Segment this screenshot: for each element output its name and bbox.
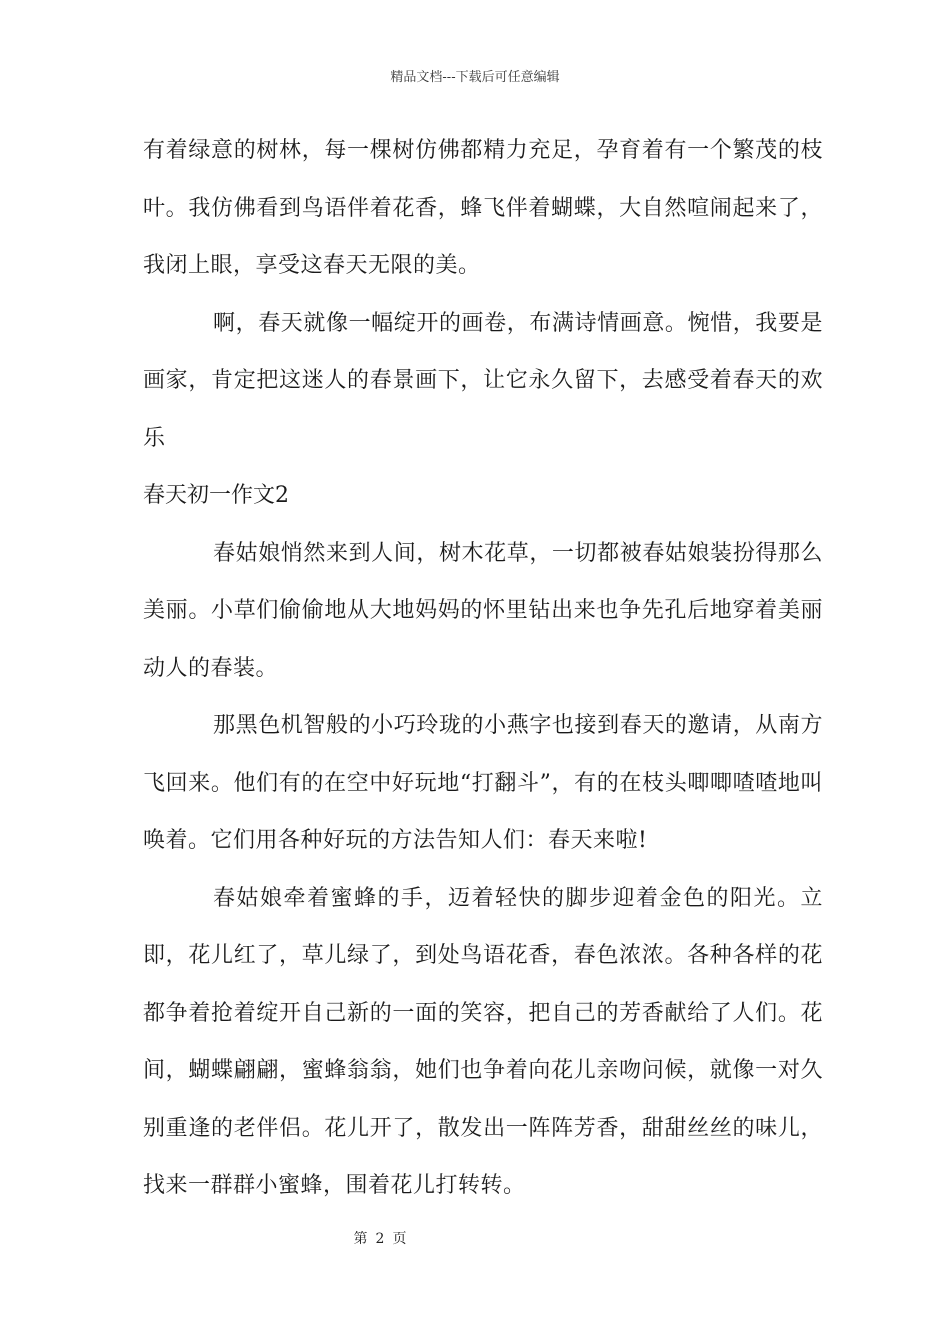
page-header: 精品文档---下载后可任意编辑	[390, 70, 560, 85]
section-heading: 春天初一作文2	[143, 483, 289, 508]
page-number-suffix: 页	[392, 1231, 407, 1247]
page-number: 2	[375, 1231, 385, 1247]
document-body	[143, 122, 823, 1215]
paragraph: 那黑色机智般的小巧玲珑的小燕字也接到春天的邀请，从南方飞回来。他们有的在空中好玩地“打翻斗”，有的在枝头唧唧喳喳地叫唤着。它们用各种好玩的方法告知人们：春天来啦!	[143, 713, 823, 853]
paragraph: 啊，春天就像一幅绽开的画卷，布满诗情画意。惋惜，我要是画家，肯定把这迷人的春景画下，让它永久留下，去感受着春天的欢乐	[143, 310, 823, 451]
page-number-prefix: 第	[353, 1231, 368, 1247]
paragraph: 春姑娘牵着蜜蜂的手，迈着轻快的脚步迎着金色的阳光。立即，花儿红了，草儿绿了，到处鸟语花香，春色浓浓。各种各样的花都争着抢着绽开自己新的一面的笑容，把自己的芳香献给了人们。花间，蝴蝶翩翩，蜜蜂翁翁，她们也争着向花儿亲吻问候，就像一对久别重逢的老伴侣。花儿开了，散发出一阵阵芳香，甜甜丝丝的味儿，找来一群群小蜜蜂，围着花儿打转转。	[143, 885, 823, 1198]
page-footer	[0, 1228, 760, 1248]
paragraph: 春姑娘悄然来到人间，树木花草，一切都被春姑娘装扮得那么美丽。小草们偷偷地从大地妈妈的怀里钻出来也争先孔后地穿着美丽动人的春装。	[143, 540, 823, 681]
paragraph-continued: 有着绿意的树林，每一棵树仿佛都精力充足，孕育着有一个繁茂的枝叶。我仿佛看到鸟语伴着花香，蜂飞伴着蝴蝶，大自然喧闹起来了，我闭上眼，享受这春天无限的美。	[143, 138, 823, 278]
